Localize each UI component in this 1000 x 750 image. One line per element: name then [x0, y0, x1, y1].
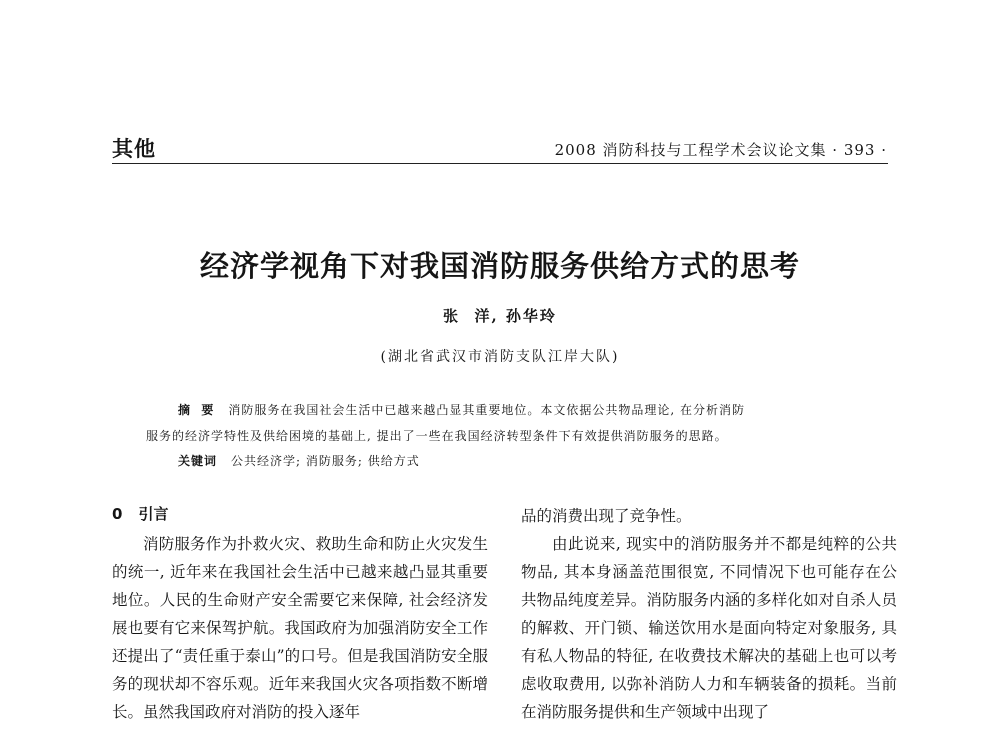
paper-title: 经济学视角下对我国消防服务供给方式的思考 — [199, 249, 800, 283]
body-paragraph: 消防服务作为扑救火灾、救助生命和防止火灾发生的统一, 近年来在我国社会生活中已越来越凸显其重要地位。人民的生命财产安全需要它来保障, 社会经济发展也要有它来保驾护航。我国政府为加强消防安全工作还提出了“责任重于泰山”的口号。但是我国消防安全服务的现状却不容乐观。近年来我国火灾各项指数不断增长。虽然我国政府对消防的投入逐年 — [112, 535, 488, 721]
abstract-text-1: 消防服务在我国社会生活中已越来越凸显其重要地位。本文依据公共物品理论, 在分析消防 — [228, 403, 745, 417]
keywords-line — [178, 452, 420, 469]
right-column — [521, 502, 897, 726]
section-title: 引言 — [138, 505, 169, 523]
abstract-label: 摘 要 — [178, 403, 215, 417]
keywords-label: 关键词 — [178, 454, 218, 468]
section-heading — [112, 503, 168, 524]
affiliation: (湖北省武汉市消防支队江岸大队) — [380, 349, 620, 365]
left-column — [112, 530, 488, 726]
authors: 张 洋, 孙华玲 — [443, 307, 557, 325]
keywords-text: 公共经济学; 消防服务; 供给方式 — [231, 454, 420, 468]
abstract-line-1 — [178, 401, 745, 418]
section-label: 其他 — [112, 137, 156, 161]
abstract-text-2: 服务的经济学特性及供给困境的基础上, 提出了一些在我国经济转型条件下有效提供消防服务的思路。 — [146, 429, 728, 443]
abstract-line-2 — [146, 427, 728, 444]
journal-reference: 2008 消防科技与工程学术会议论文集 · 393 · — [554, 141, 887, 159]
section-number: 0 — [112, 505, 123, 523]
header-divider — [112, 163, 888, 164]
body-paragraph-continuation: 品的消费出现了竞争性。 — [521, 507, 692, 525]
body-paragraph: 由此说来, 现实中的消防服务并不都是纯粹的公共物品, 其本身涵盖范围很宽, 不同情况下也可能存在公共物品纯度差异。消防服务内涵的多样化如对自杀人员的解救、开门锁、输送饮用水是面向特定对象服务, 具有私人物品的特征, 在收费技术解决的基础上也可以考虑收取费用, 以弥补消防人力和车辆装备的损耗。当前在消防服务提供和生产领域中出现了 — [521, 535, 897, 721]
